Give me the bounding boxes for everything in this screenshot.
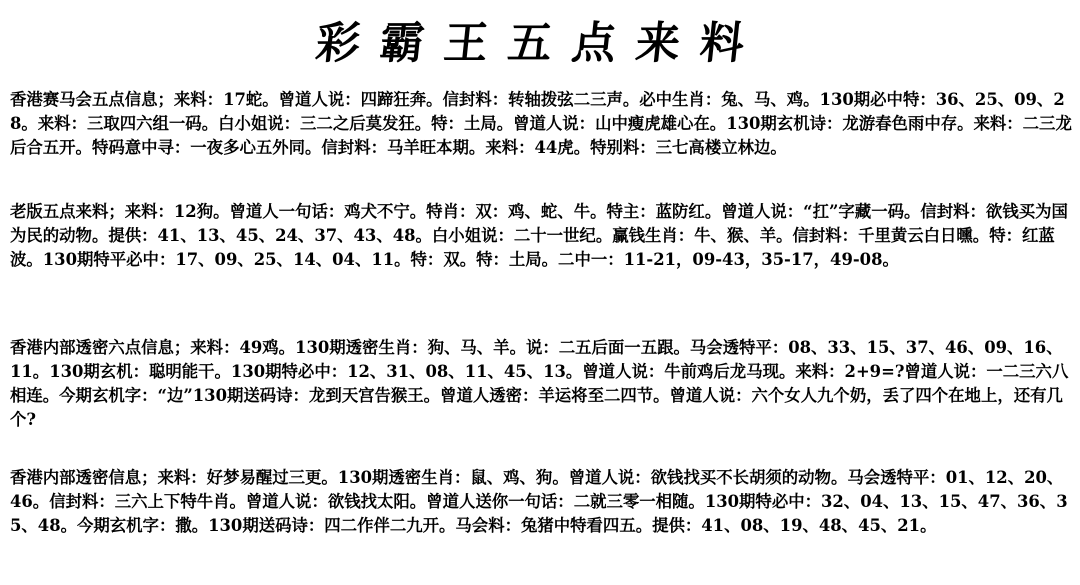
page-title: 彩霸王五点来料: [313, 18, 767, 69]
info-section-1: 香港赛马会五点信息；来料：17蛇。曾道人说：四蹄狂奔。信封料：转轴拨弦二三声。必中生肖：兔、马、鸡。130期必中特：36、25、09、28。来料：三取四六组一码。白小姐说：三二之后莫发狂。特：土局。曾道人说：山中瘦虎雄心在。130期玄机诗：龙游春色雨中存。来料：二三龙后合五开。特码意中寻：一夜多心五外同。信封料：马羊旺本期。来料：44虎。特别料：三七高楼立林边。: [10, 90, 1072, 157]
info-section-3: 香港内部透密六点信息；来料：49鸡。130期透密生肖：狗、马、羊。说：二五后面一五跟。马会透特平：08、33、15、37、46、09、16、11。130期玄机：聪明能干。130期特必中：12、31、08、11、45、13。曾道人说：牛前鸡后龙马现。来料：2+9=?曾道人说：一二三六八相连。今期玄机字：“边”130期送码诗：龙到天宫告猴王。曾道人透密：羊运将至二四节。曾道人说：六个女人九个奶，丢了四个在地上，还有几个?: [10, 338, 1069, 429]
info-section-4: 香港内部透密信息；来料：好梦易醒过三更。130期透密生肖：鼠、鸡、狗。曾道人说：欲钱找买不长胡须的动物。马会透特平：01、12、20、46。信封料：三六上下特牛肖。曾道人说：欲钱找太阳。曾道人送你一句话：二就三零一相随。130期特必中：32、04、13、15、47、36、35、48。今期玄机字：撒。130期送码诗：四二作伴二九开。马会料：兔猪中特看四五。提供：41、08、19、48、45、21。: [10, 468, 1068, 535]
info-section-2: 老版五点来料；来料：12狗。曾道人一句话：鸡犬不宁。特肖：双：鸡、蛇、牛。特主：蓝防红。曾道人说：“扛”字藏一码。信封料：欲钱买为国为民的动物。提供：41、13、45、24、37、43、48。白小姐说：二十一世纪。赢钱生肖：牛、猴、羊。信封料：千里黄云白日曛。特：红蓝波。130期特平必中：17、09、25、14、04、11。特：双。特：土局。二中一：11-21，09-43，35-17，49-08。: [10, 202, 1068, 269]
